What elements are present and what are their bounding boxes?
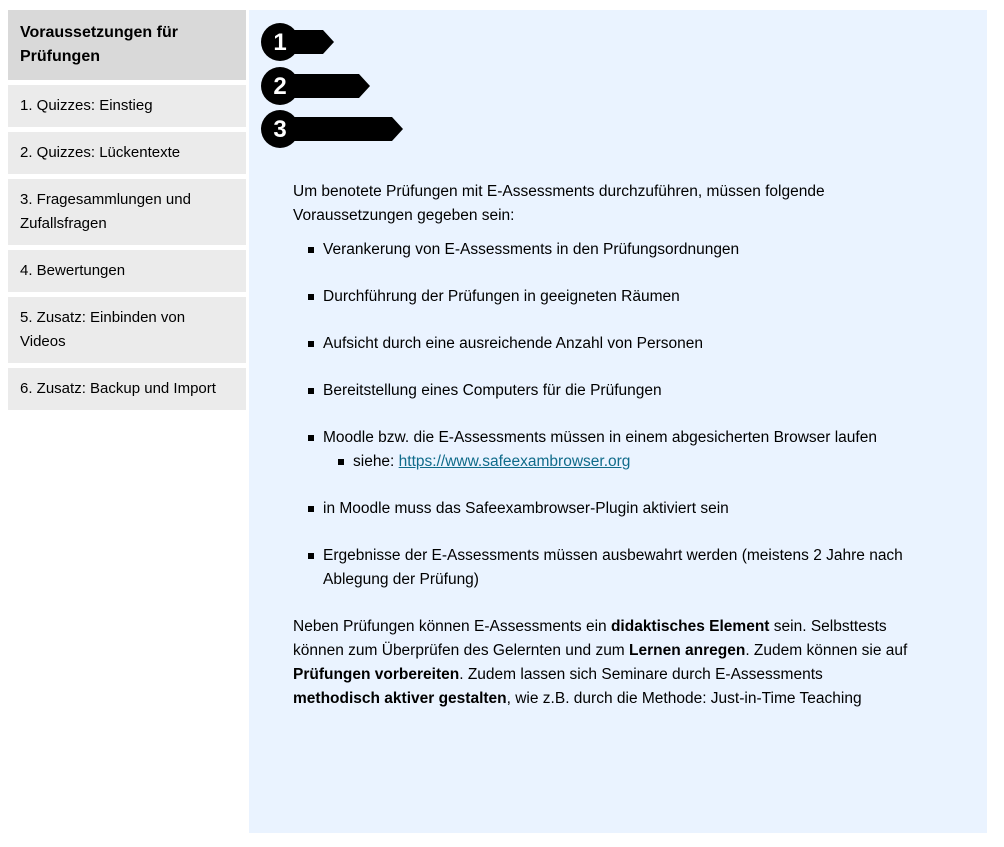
- list-item-text: Moodle bzw. die E-Assessments müssen in einem abgesicherten Browser laufen: [323, 429, 877, 446]
- list-item: Durchführung der Prüfungen in geeigneten Räumen: [293, 285, 913, 309]
- closing-bold-1: didaktisches Element: [610, 618, 770, 635]
- sidebar-item-backup-import[interactable]: 6. Zusatz: Backup und Import: [8, 368, 246, 410]
- list-item: in Moodle muss das Safeexambrowser-Plugin aktiviert sein: [293, 497, 913, 521]
- step-2-number: 2: [273, 73, 287, 100]
- sub-list-prefix: siehe:: [353, 453, 399, 470]
- closing-text-2: sein. Selbsttests können zum Überprüfen des Gelernten und zum: [293, 618, 887, 659]
- sub-list-item: [323, 450, 913, 474]
- requirements-list: [293, 238, 913, 592]
- sidebar-item-voraussetzungen[interactable]: Voraussetzungen für Prüfungen: [8, 10, 246, 80]
- main-content: [249, 10, 987, 833]
- step-1-number: 1: [273, 29, 287, 56]
- list-item-browser: [293, 426, 913, 474]
- closing-text-1: Neben Prüfungen können E-Assessments ein: [293, 618, 611, 635]
- sidebar-item-quizzes-lueckentexte[interactable]: 2. Quizzes: Lückentexte: [8, 132, 246, 174]
- closing-bold-2: Lernen anregen: [629, 642, 746, 659]
- closing-text-5: , wie z.B. durch die Methode: Just-in-Time Teaching: [506, 690, 862, 707]
- sub-list: [323, 450, 913, 474]
- sidebar-item-bewertungen[interactable]: 4. Bewertungen: [8, 250, 246, 292]
- list-item: Bereitstellung eines Computers für die Prüfungen: [293, 379, 913, 403]
- list-item: Ergebnisse der E-Assessments müssen ausbewahrt werden (meistens 2 Jahre nach Ablegung der Prüfung): [293, 544, 913, 592]
- step-2-marker: [261, 67, 370, 105]
- sidebar-item-quizzes-einstieg[interactable]: 1. Quizzes: Einstieg: [8, 85, 246, 127]
- step-3-marker: [261, 110, 403, 148]
- closing-text-4: . Zudem lassen sich Seminare durch E-Assessments: [459, 666, 823, 683]
- list-item: Verankerung von E-Assessments in den Prüfungsordnungen: [293, 238, 913, 262]
- sidebar-nav: [8, 10, 246, 415]
- sidebar-item-videos[interactable]: 5. Zusatz: Einbinden von Videos: [8, 297, 246, 363]
- content-body: [293, 180, 913, 711]
- step-1-marker: [261, 23, 334, 61]
- intro-text: Um benotete Prüfungen mit E-Assessments durchzuführen, müssen folgende Voraussetzungen gegeben sein:: [293, 183, 825, 224]
- sidebar-item-fragesammlungen[interactable]: 3. Fragesammlungen und Zufallsfragen: [8, 179, 246, 245]
- closing-bold-4: methodisch aktiver gestalten: [293, 690, 507, 707]
- safeexambrowser-link[interactable]: https://www.safeexambrowser.org: [398, 453, 631, 470]
- closing-text-3: . Zudem können sie auf: [745, 642, 908, 659]
- steps-icon: [259, 22, 409, 152]
- closing-paragraph: [293, 615, 913, 711]
- step-3-number: 3: [273, 116, 287, 143]
- list-item: Aufsicht durch eine ausreichende Anzahl von Personen: [293, 332, 913, 356]
- closing-bold-3: Prüfungen vorbereiten: [293, 666, 460, 683]
